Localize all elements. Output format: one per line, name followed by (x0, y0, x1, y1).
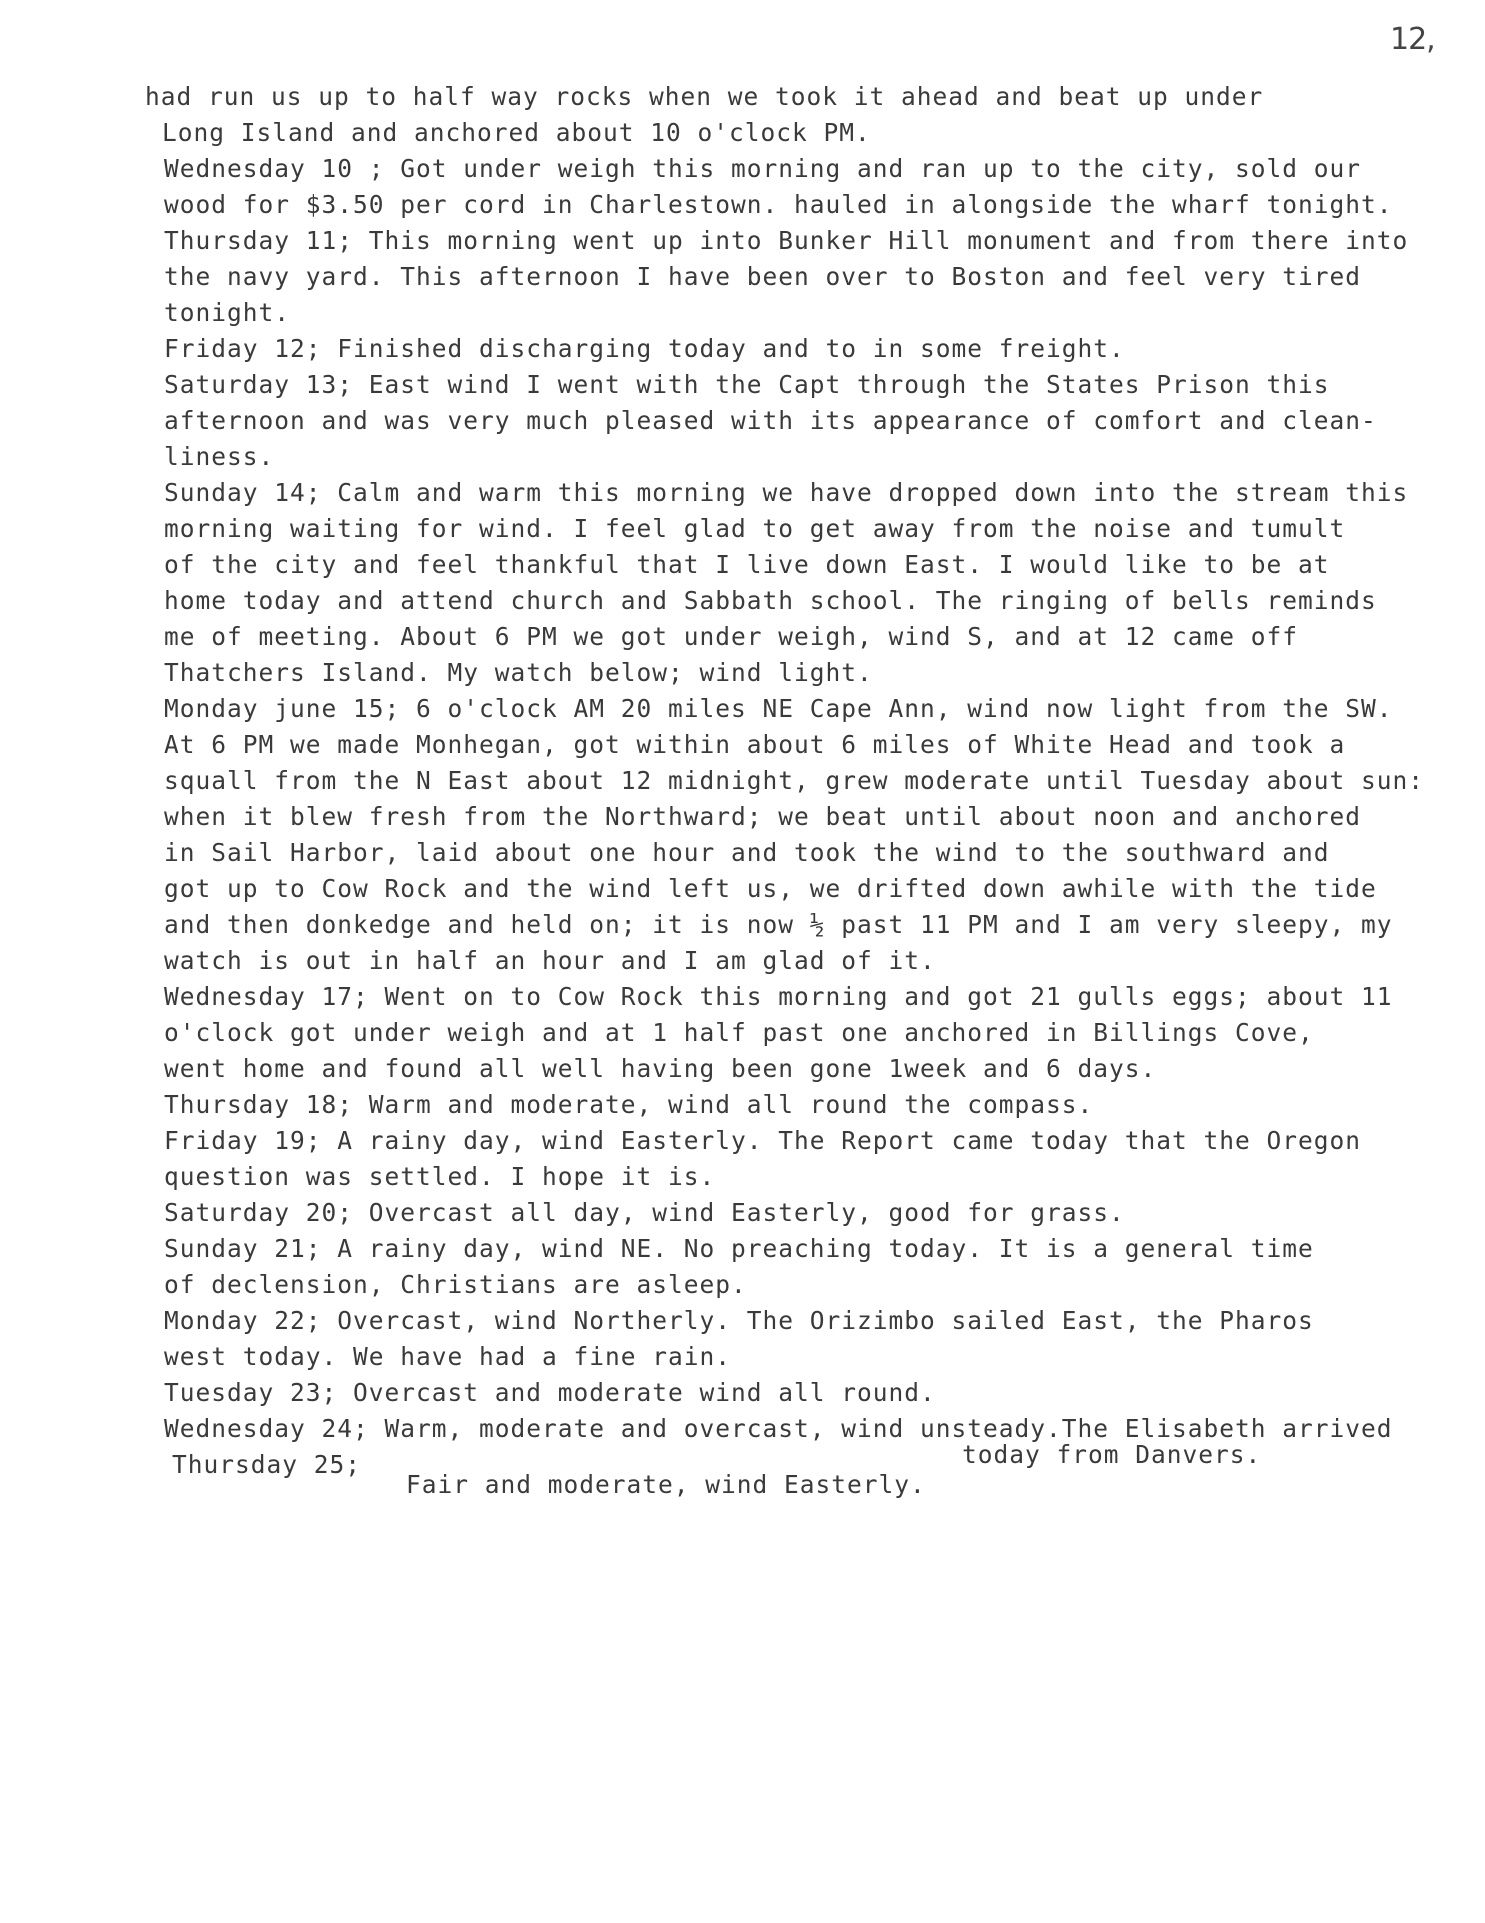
text-line: and then donkedge and held on; it is now ½ past 11 PM and I am very sleepy, my (164, 910, 1393, 939)
text-line: home today and attend church and Sabbath school. The ringing of bells reminds (164, 586, 1377, 615)
text-line: Wednesday 24; Warm, moderate and overcast, wind unsteady.The Elisabeth arrived (164, 1414, 1393, 1443)
text-line: o'clock got under weigh and at 1 half past one anchored in Billings Cove, (164, 1018, 1314, 1047)
text-line: west today. We have had a fine rain. (164, 1342, 732, 1371)
text-line: Thursday 11; This morning went up into Bunker Hill monument and from there into (164, 226, 1409, 255)
text-line: Thursday 25; (172, 1450, 362, 1479)
text-line: of the city and feel thankful that I live down East. I would like to be at (164, 550, 1330, 579)
text-line: morning waiting for wind. I feel glad to get away from the noise and tumult (164, 514, 1346, 543)
text-line: squall from the N East about 12 midnight, grew moderate until Tuesday about sun: (164, 766, 1425, 795)
text-line: the navy yard. This afternoon I have been over to Boston and feel very tired (164, 262, 1362, 291)
text-line: Wednesday 10 ; Got under weigh this morning and ran up to the city, sold our (164, 154, 1362, 183)
text-line: went home and found all well having been gone 1week and 6 days. (164, 1054, 1157, 1083)
text-line: Long Island and anchored about 10 o'clock PM. (162, 118, 871, 147)
text-line: Fair and moderate, wind Easterly. (406, 1470, 926, 1499)
text-line: got up to Cow Rock and the wind left us, we drifted down awhile with the tide (164, 874, 1377, 903)
text-line: Wednesday 17; Went on to Cow Rock this morning and got 21 gulls eggs; about 11 (164, 982, 1393, 1011)
text-line: tonight. (164, 298, 291, 327)
text-line: Friday 12; Finished discharging today and to in some freight. (164, 334, 1125, 363)
text-line: Sunday 21; A rainy day, wind NE. No preaching today. It is a general time (164, 1234, 1314, 1263)
text-line: Monday 22; Overcast, wind Northerly. The Orizimbo sailed East, the Pharos (164, 1306, 1314, 1335)
text-line: Monday june 15; 6 o'clock AM 20 miles NE Cape Ann, wind now light from the SW. (164, 694, 1393, 723)
text-line: Saturday 20; Overcast all day, wind Easterly, good for grass. (164, 1198, 1125, 1227)
text-line: afternoon and was very much pleased with its appearance of comfort and clean- (164, 406, 1377, 435)
text-line: today from Danvers. (962, 1440, 1262, 1469)
text-line: in Sail Harbor, laid about one hour and took the wind to the southward and (164, 838, 1330, 867)
page-number: 12, (1390, 22, 1435, 57)
typewritten-journal-page (0, 82, 1485, 1882)
text-line: Thursday 18; Warm and moderate, wind all round the compass. (164, 1090, 1094, 1119)
text-line: At 6 PM we made Monhegan, got within about 6 miles of White Head and took a (164, 730, 1346, 759)
text-line: Sunday 14; Calm and warm this morning we have dropped down into the stream this (164, 478, 1409, 507)
text-line: wood for $3.50 per cord in Charlestown. hauled in alongside the wharf tonight. (164, 190, 1393, 219)
text-line: question was settled. I hope it is. (164, 1162, 716, 1191)
text-line: when it blew fresh from the Northward; we beat until about noon and anchored (164, 802, 1362, 831)
text-line: had run us up to half way rocks when we took it ahead and beat up under (145, 82, 1264, 111)
text-line: liness. (164, 442, 275, 471)
text-line: watch is out in half an hour and I am glad of it. (164, 946, 936, 975)
text-line: Thatchers Island. My watch below; wind light. (164, 658, 873, 687)
text-line: Friday 19; A rainy day, wind Easterly. The Report came today that the Oregon (164, 1126, 1362, 1155)
text-line: Tuesday 23; Overcast and moderate wind all round. (164, 1378, 936, 1407)
text-line: of declension, Christians are asleep. (164, 1270, 747, 1299)
text-line: me of meeting. About 6 PM we got under weigh, wind S, and at 12 came off (164, 622, 1299, 651)
text-line: Saturday 13; East wind I went with the Capt through the States Prison this (164, 370, 1330, 399)
